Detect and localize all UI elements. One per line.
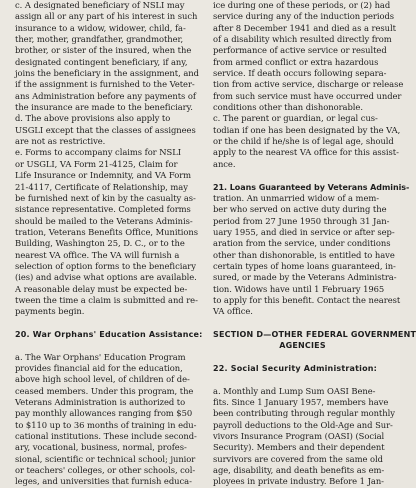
text-line: from armed conflict or extra hazardous: [213, 56, 379, 67]
text-line: from such service must have occurred under: [213, 90, 402, 101]
text-line: payments begin.: [15, 306, 85, 317]
text-line: c. The parent or guardian, or legal cus-: [213, 113, 378, 124]
text-line: a. The War Orphans' Education Program: [15, 351, 186, 362]
text-line: the insurance are made to the beneficiary.: [15, 102, 193, 113]
text-line: or teachers' colleges, or other schools, col-: [15, 465, 196, 476]
text-line: service during any of the induction periods: [213, 11, 395, 22]
text-line: ceased members. Under this program, the: [15, 385, 194, 396]
text-line: ance.: [213, 158, 236, 169]
text-line: conditions other than dishonorable.: [213, 102, 363, 113]
text-line: USGLI except that the classes of assignees: [15, 124, 196, 135]
text-line: e. Forms to accompany claims for NSLI: [15, 147, 181, 158]
text-line: sistance representative. Completed forms: [15, 204, 191, 215]
spacer: [213, 352, 392, 363]
text-line: to apply for this benefit. Contact the nearest: [213, 294, 401, 305]
text-line: (ies) and advise what options are available.: [15, 272, 197, 283]
text-line: other than dishonorable, is entitled to have: [213, 249, 395, 260]
text-line: or USGLI, VA Form 21-4125, Claim for: [15, 158, 178, 169]
text-line: brother, or sister of the insured, when the: [15, 45, 192, 56]
spacer: [213, 374, 392, 385]
section-heading: 20. War Orphans' Education Assistance:: [15, 329, 203, 339]
text-line: after 8 December 1941 and died as a result: [213, 22, 396, 33]
text-line: sional, scientific or technical school; junior: [15, 453, 196, 464]
section-heading: 21. Loans Guaranteed by Veterans Adminis-: [213, 182, 410, 192]
text-line: insurance to a widow, widower, child, fa-: [15, 22, 186, 33]
text-line: Security). Members and their dependent: [213, 442, 385, 453]
text-line: designated contingent beneficiary, if any,: [15, 56, 188, 67]
text-line: A reasonable delay must be expected be-: [15, 283, 188, 294]
text-line: be furnished next of kin by the casualty as-: [15, 192, 196, 203]
text-line: ther, mother, grandfather, grandmother,: [15, 34, 184, 45]
text-line: certain types of home loans guaranteed, in-: [213, 260, 396, 271]
text-line: ice during one of these periods, or (2) had: [213, 0, 391, 10]
spacer: [15, 318, 198, 329]
text-line: d. The above provisions also apply to: [15, 113, 171, 124]
text-line: joins the beneficiary in the assignment, and: [15, 68, 199, 79]
text-line: vivors Insurance Program (OASI) (Social: [213, 431, 385, 442]
text-line: ary, vocational, business, normal, profes-: [15, 442, 187, 453]
text-line: todian if one has been designated by the VA,: [213, 124, 401, 135]
text-line: tration. An unmarried widow of a mem-: [213, 192, 380, 203]
text-line: to $110 up to 36 months of training in edu-: [15, 419, 197, 430]
text-line: a. Monthly and Lump Sum OASI Bene-: [213, 385, 376, 396]
text-line: performance of active service or resulted: [213, 45, 387, 56]
text-line: cational institutions. These include second-: [15, 431, 197, 442]
right-column: [213, 0, 416, 488]
text-line: tion from active service, discharge or release: [213, 79, 404, 90]
text-line: if the assignment is furnished to the Veter-: [15, 79, 195, 90]
text-line: Life Insurance or Indemnity, and VA Form: [15, 170, 192, 181]
text-line: ans Administration before any payments of: [15, 90, 196, 101]
text-line: apply to the nearest VA office for this assist-: [213, 147, 399, 158]
text-line: sured, or made by the Veterans Administra-: [213, 272, 397, 283]
text-line: of a disability which resulted directly from: [213, 34, 392, 45]
text-line: above high school level, of children of de-: [15, 374, 190, 385]
spacer: [213, 170, 392, 181]
section-heading: SECTION D—OTHER FEDERAL GOVERNMENT: [213, 329, 416, 339]
text-line: aration from the service, under conditions: [213, 238, 391, 249]
text-line: c. A designated beneficiary of NSLI may: [15, 0, 185, 10]
text-line: provides financial aid for the education,: [15, 363, 183, 373]
text-line: uary 1955, and died in service or after sep-: [213, 226, 395, 237]
text-line: Veterans Administration is authorized to: [15, 397, 186, 408]
text-line: are not as restrictive.: [15, 136, 106, 147]
text-line: age, disability, and death benefits as em-: [213, 465, 385, 476]
text-line: survivors are covered from the same old: [213, 453, 383, 464]
left-column: [15, 0, 203, 488]
text-line: fits. Since 1 January 1957, members have: [213, 397, 389, 408]
text-line: tion. Widows have until 1 February 1965: [213, 283, 385, 294]
text-line: ber who served on active duty during the: [213, 204, 387, 215]
text-line: assign all or any part of his interest in such: [15, 11, 198, 22]
spacer: [15, 340, 198, 351]
text-line: leges, and universities that furnish educa-: [15, 476, 192, 487]
text-line: tween the time a claim is submitted and re-: [15, 294, 198, 305]
text-line: tration, Veterans Benefits Office, Munitions: [15, 226, 198, 237]
text-line: payroll deductions to the Old-Age and Sur-: [213, 419, 393, 430]
text-line: Building, Washington 25, D. C., or to the: [15, 238, 185, 249]
text-line: been contributing through regular monthly: [213, 408, 395, 419]
text-line: should be mailed to the Veterans Adminis-: [15, 215, 193, 226]
text-line: nearest VA office. The VA will furnish a: [15, 249, 180, 260]
text-line: service. If death occurs following separa-: [213, 68, 387, 79]
text-line: selection of option forms to the beneficiary: [15, 260, 196, 271]
text-line: 21-4117, Certificate of Relationship, may: [15, 181, 188, 192]
text-line: ployees in private industry. Before 1 Jan-: [213, 476, 384, 487]
section-heading: 22. Social Security Administration:: [213, 364, 378, 373]
text-line: pay monthly allowances ranging from $50: [15, 408, 193, 419]
text-line: VA office.: [213, 306, 253, 317]
spacer: [213, 318, 392, 329]
section-heading: AGENCIES: [279, 341, 326, 351]
text-line: or the child if he/she is of legal age, should: [213, 136, 394, 147]
text-line: period from 27 June 1950 through 31 Jan-: [213, 215, 390, 226]
